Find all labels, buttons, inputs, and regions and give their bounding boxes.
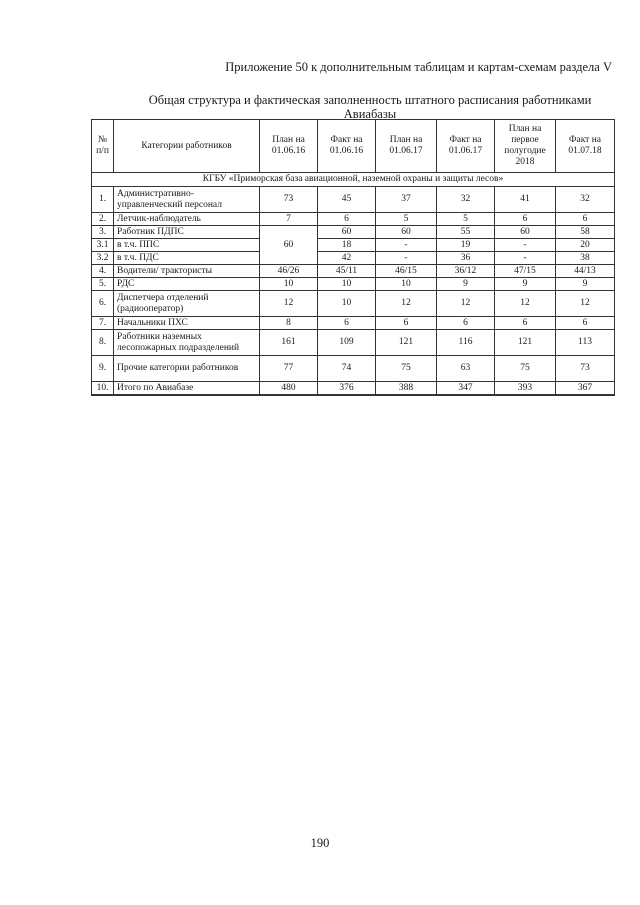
cell: 12 xyxy=(437,291,495,317)
header-num: № п/п xyxy=(92,120,114,173)
cell: 12 xyxy=(556,291,615,317)
cell: 6 xyxy=(495,213,556,226)
cell: 121 xyxy=(376,330,437,356)
total-row xyxy=(92,382,615,396)
cell: 60 xyxy=(318,226,376,239)
cell: 75 xyxy=(376,356,437,382)
cell: 12 xyxy=(495,291,556,317)
cell: - xyxy=(495,239,556,252)
table-row xyxy=(92,291,615,317)
header-plan-2018: План на первое полугодие 2018 xyxy=(495,120,556,173)
cell: 10 xyxy=(318,291,376,317)
row-category: Прочие категории работников xyxy=(114,356,260,382)
cell: 367 xyxy=(556,382,615,396)
cell: 44/13 xyxy=(556,265,615,278)
cell: 10 xyxy=(318,278,376,291)
row-num: 3.1 xyxy=(92,239,114,252)
cell: 47/15 xyxy=(495,265,556,278)
table-header-row xyxy=(92,120,615,173)
cell: 19 xyxy=(437,239,495,252)
header-category: Категории работников xyxy=(114,120,260,173)
cell: 6 xyxy=(318,213,376,226)
row-num: 1. xyxy=(92,187,114,213)
appendix-caption: Приложение 50 к дополнительным таблицам и картам-схемам раздела V xyxy=(225,60,612,74)
row-num: 3.2 xyxy=(92,252,114,265)
row-category: Летчик-наблюдатель xyxy=(114,213,260,226)
table-row xyxy=(92,252,615,265)
cell: 480 xyxy=(260,382,318,396)
row-category: Диспетчера отделений (радиооператор) xyxy=(114,291,260,317)
cell: 46/26 xyxy=(260,265,318,278)
cell: 74 xyxy=(318,356,376,382)
row-category: в т.ч. ППС xyxy=(114,239,260,252)
cell: 9 xyxy=(495,278,556,291)
cell: 12 xyxy=(376,291,437,317)
row-category: РДС xyxy=(114,278,260,291)
cell: 10 xyxy=(376,278,437,291)
cell: 393 xyxy=(495,382,556,396)
cell: 41 xyxy=(495,187,556,213)
cell: 77 xyxy=(260,356,318,382)
row-num: 7. xyxy=(92,317,114,330)
cell: 9 xyxy=(556,278,615,291)
table-title xyxy=(110,93,630,121)
table-row xyxy=(92,239,615,252)
row-category: Работник ПДПС xyxy=(114,226,260,239)
cell: 7 xyxy=(260,213,318,226)
row-category: Работники наземных лесопожарных подразделений xyxy=(114,330,260,356)
cell: 10 xyxy=(260,278,318,291)
cell: 32 xyxy=(437,187,495,213)
row-num: 5. xyxy=(92,278,114,291)
table-row xyxy=(92,226,615,239)
row-num: 8. xyxy=(92,330,114,356)
row-num: 4. xyxy=(92,265,114,278)
cell: 55 xyxy=(437,226,495,239)
cell: 63 xyxy=(437,356,495,382)
table-row xyxy=(92,356,615,382)
cell: 12 xyxy=(260,291,318,317)
cell: 73 xyxy=(556,356,615,382)
cell: 8 xyxy=(260,317,318,330)
cell: 45/11 xyxy=(318,265,376,278)
header-fact-2017: Факт на 01.06.17 xyxy=(437,120,495,173)
cell: 32 xyxy=(556,187,615,213)
cell: 45 xyxy=(318,187,376,213)
row-num: 6. xyxy=(92,291,114,317)
row-category: Административно-управленческий персонал xyxy=(114,187,260,213)
row-category: в т.ч. ПДС xyxy=(114,252,260,265)
cell: 60 xyxy=(495,226,556,239)
cell: 121 xyxy=(495,330,556,356)
row-num: 10. xyxy=(92,382,114,396)
row-category: Начальники ПХС xyxy=(114,317,260,330)
cell: 6 xyxy=(318,317,376,330)
cell: 116 xyxy=(437,330,495,356)
header-plan-2017: План на 01.06.17 xyxy=(376,120,437,173)
cell: 60 xyxy=(376,226,437,239)
table-row xyxy=(92,278,615,291)
cell: 36 xyxy=(437,252,495,265)
table-row xyxy=(92,330,615,356)
table-row xyxy=(92,213,615,226)
cell: - xyxy=(376,239,437,252)
cell: 42 xyxy=(318,252,376,265)
cell: 388 xyxy=(376,382,437,396)
page-number: 190 xyxy=(310,836,330,850)
row-num: 3. xyxy=(92,226,114,239)
cell: 20 xyxy=(556,239,615,252)
cell: 58 xyxy=(556,226,615,239)
cell: 161 xyxy=(260,330,318,356)
cell: 347 xyxy=(437,382,495,396)
cell: 6 xyxy=(376,317,437,330)
cell: 6 xyxy=(556,317,615,330)
cell: - xyxy=(495,252,556,265)
cell: 73 xyxy=(260,187,318,213)
cell: 6 xyxy=(495,317,556,330)
cell: 6 xyxy=(556,213,615,226)
cell: 5 xyxy=(437,213,495,226)
cell: 376 xyxy=(318,382,376,396)
cell: 9 xyxy=(437,278,495,291)
cell: 113 xyxy=(556,330,615,356)
table-row xyxy=(92,187,615,213)
row-num: 2. xyxy=(92,213,114,226)
table-row xyxy=(92,265,615,278)
table-row xyxy=(92,317,615,330)
header-fact-2016: Факт на 01.06.16 xyxy=(318,120,376,173)
cell: 75 xyxy=(495,356,556,382)
row-category: Итого по Авиабазе xyxy=(114,382,260,396)
row-category: Водители/ трактористы xyxy=(114,265,260,278)
cell: 109 xyxy=(318,330,376,356)
header-fact-2018: Факт на 01.07.18 xyxy=(556,120,615,173)
cell: 18 xyxy=(318,239,376,252)
table-title-line-2: Авиабазы xyxy=(343,107,397,121)
header-plan-2016: План на 01.06.16 xyxy=(260,120,318,173)
cell: 5 xyxy=(376,213,437,226)
staffing-table xyxy=(91,119,615,396)
org-row xyxy=(92,173,615,187)
cell: 37 xyxy=(376,187,437,213)
cell: 46/15 xyxy=(376,265,437,278)
table-title-line-1: Общая структура и фактическая заполненность штатного расписания работниками xyxy=(148,93,592,107)
row-num: 9. xyxy=(92,356,114,382)
cell: 38 xyxy=(556,252,615,265)
cell: 36/12 xyxy=(437,265,495,278)
cell: 6 xyxy=(437,317,495,330)
cell-merged: 60 xyxy=(260,226,318,265)
org-name: КГБУ «Приморская база авиационной, наземной охраны и защиты лесов» xyxy=(92,173,615,187)
cell: - xyxy=(376,252,437,265)
